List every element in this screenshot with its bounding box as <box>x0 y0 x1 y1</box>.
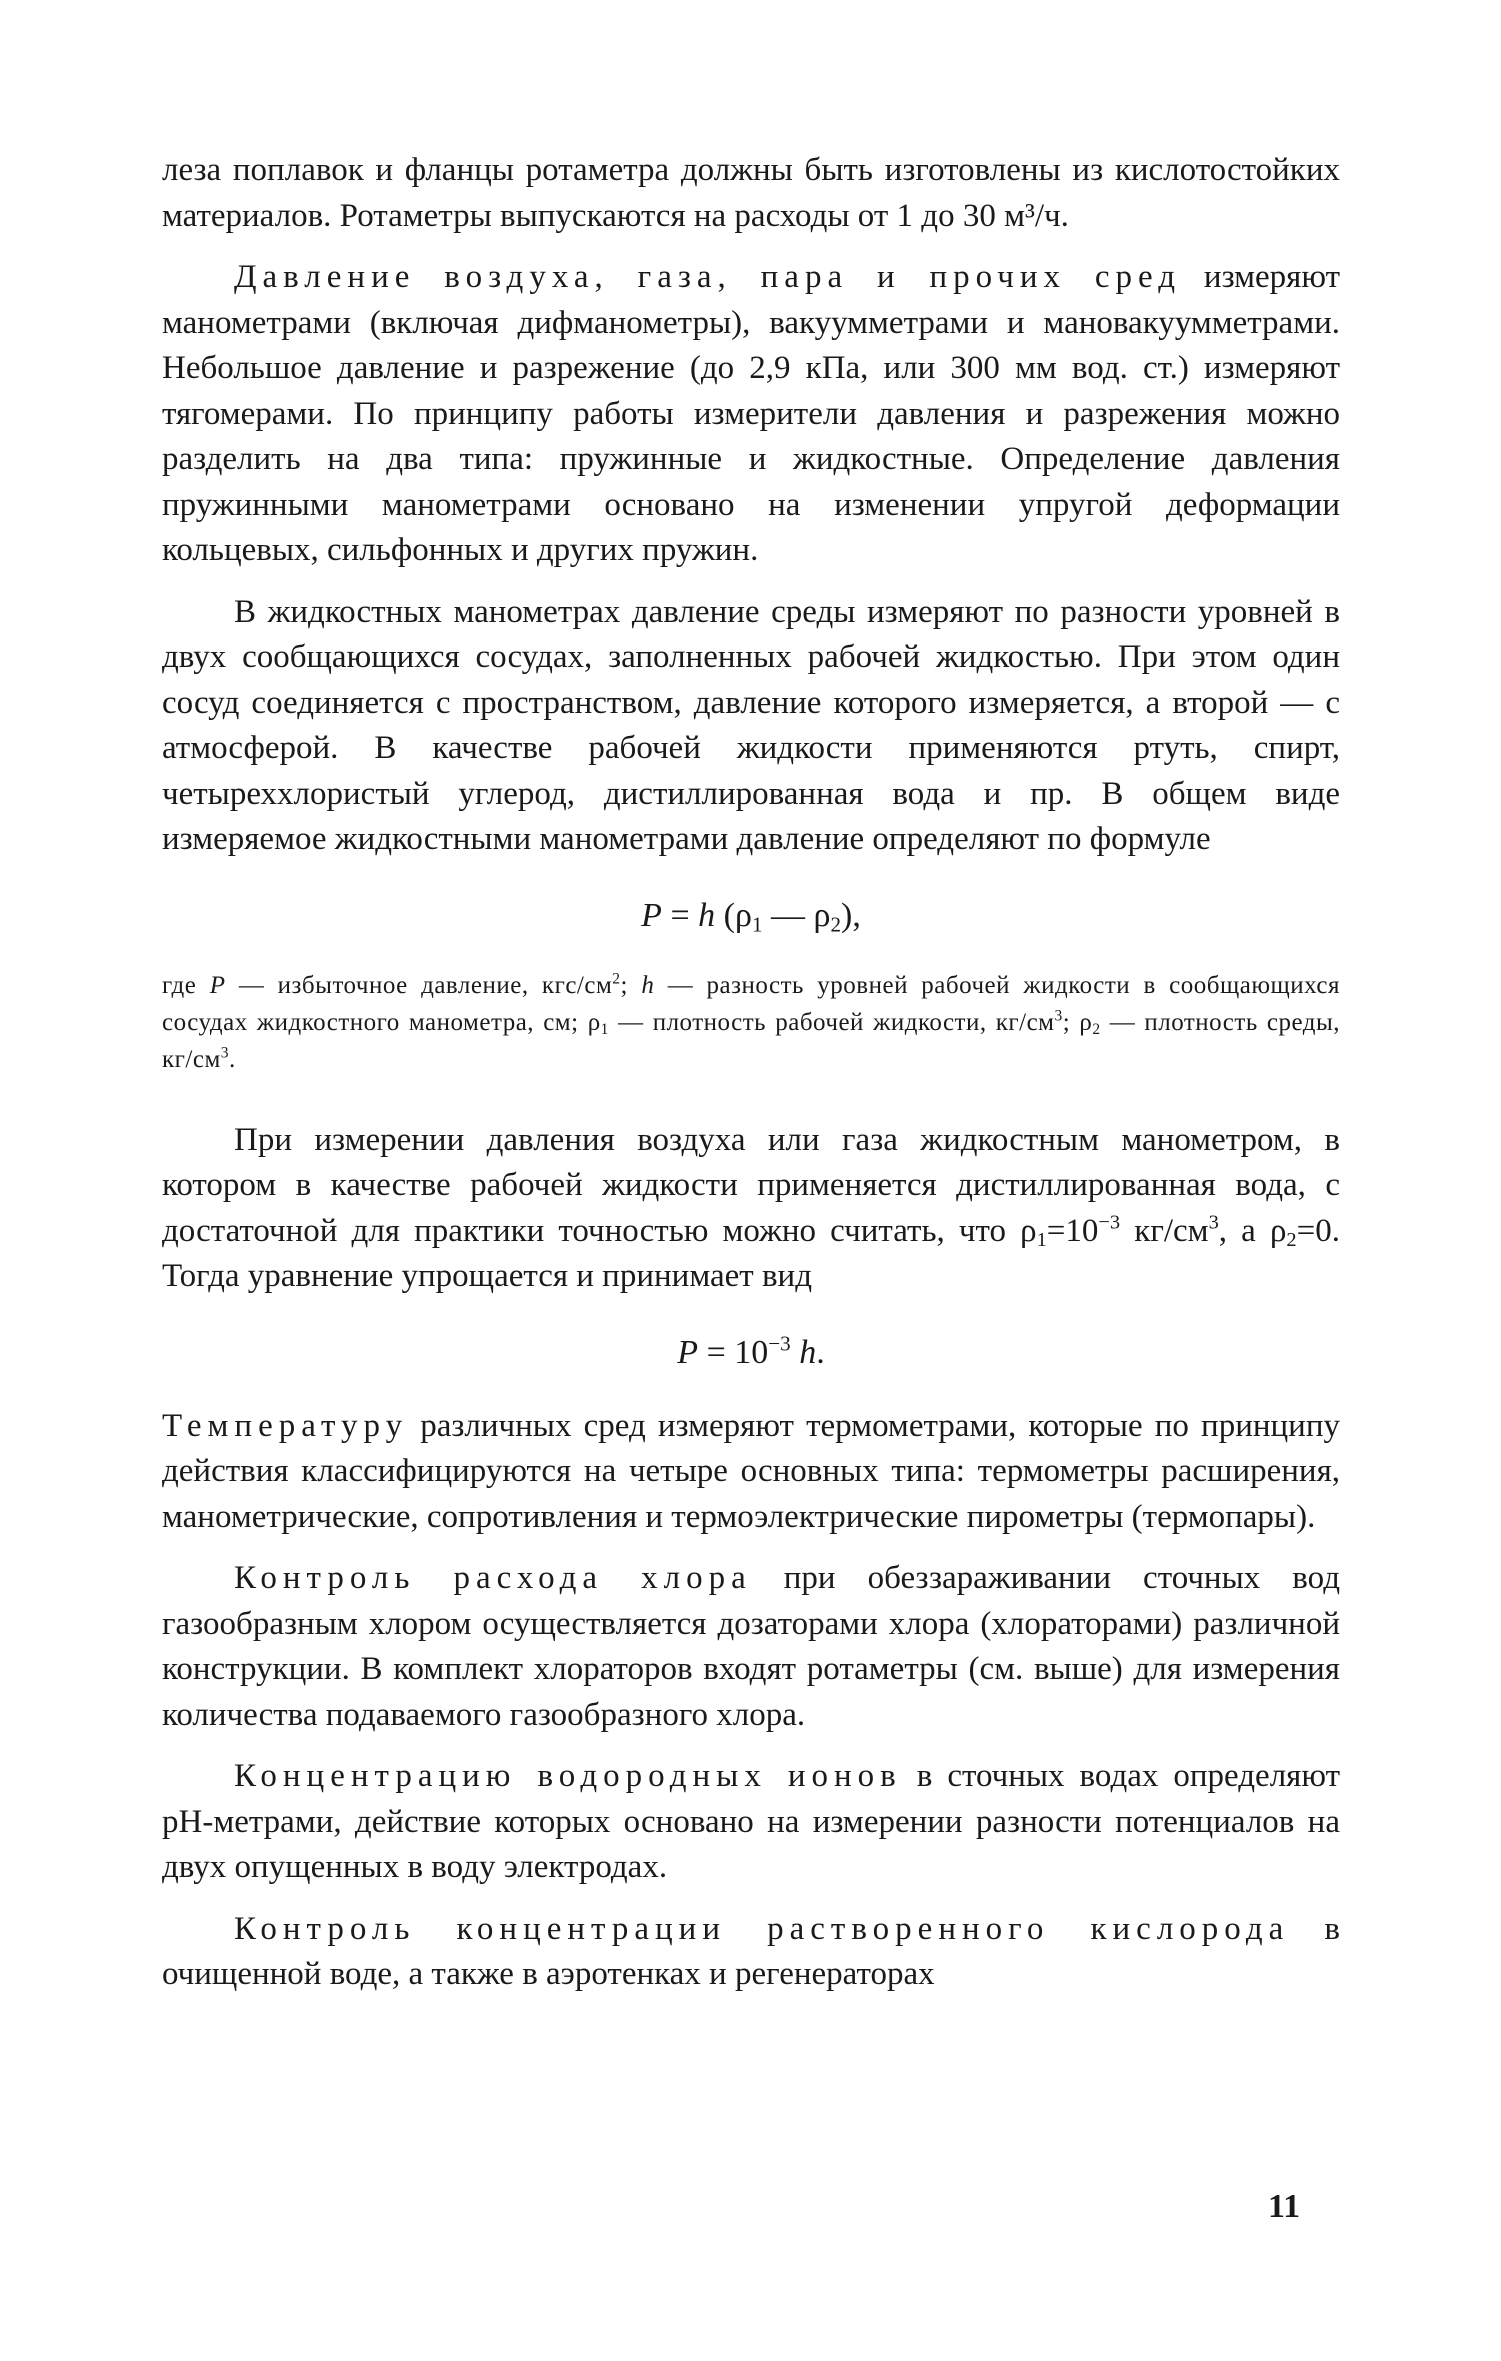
formula-text: (ρ <box>715 896 752 934</box>
inline-value: =10 <box>1046 1212 1099 1249</box>
legend-superscript: 3 <box>1054 1007 1063 1025</box>
formula-text: = <box>661 896 699 934</box>
paragraph-text: При измерении давления воздуха или газа жидкостным манометром, в котором в качестве рабочей жидкости применяется дистиллированная вода, с достаточной для практики точностью можно считать, что <box>162 1121 1340 1249</box>
formula-symbol: h <box>698 896 716 934</box>
formula-text: . <box>816 1333 825 1371</box>
formula-legend <box>162 967 1340 1078</box>
formula-symbol: h <box>799 1333 817 1371</box>
legend-text: . <box>229 1045 236 1073</box>
paragraph-oxygen <box>162 1907 1340 1998</box>
inline-subscript: 2 <box>1286 1228 1297 1251</box>
legend-symbol: h <box>641 971 655 999</box>
legend-subscript: 2 <box>1092 1020 1101 1038</box>
paragraph-text: кг/см <box>1120 1212 1209 1249</box>
paragraph-text: при обеззараживании сточных вод газообразным хлором осуществляется дозаторами хлора (хлораторами) различной конструкции. В комплект хлораторов входят ротаметры (см. выше) для измерения количества подаваемого газообразного хлора. <box>162 1560 1340 1733</box>
spaced-heading-ph: Концентрацию водородных ионов <box>234 1758 902 1794</box>
paragraph-rotameters <box>162 148 1340 239</box>
formula-text: = 10 <box>698 1333 769 1371</box>
spaced-heading-pressure: Давление воздуха, газа, пара и прочих сред <box>234 259 1182 295</box>
spaced-heading-chlorine: Контроль расхода хлора <box>234 1560 752 1596</box>
legend-text: ; ρ <box>1062 1008 1093 1036</box>
inline-superscript: 3 <box>1208 1211 1219 1234</box>
formula-symbol: P <box>641 896 662 934</box>
paragraph-text: , а <box>1218 1212 1270 1249</box>
paragraph-liquid-manometers <box>162 590 1340 863</box>
formula-symbol: P <box>677 1333 699 1371</box>
paragraph-ph <box>162 1754 1340 1891</box>
legend-text: ; <box>620 971 642 999</box>
page-text <box>162 148 1340 1998</box>
formula-subscript: 2 <box>830 911 841 936</box>
inline-subscript: 1 <box>1036 1228 1047 1251</box>
inline-superscript: −3 <box>1098 1211 1121 1234</box>
paragraph-text: различных сред измеряют термометрами, которые по принципу действия классифицируются на четыре основных типа: термометры расширения, манометрические, сопротивления и термоэлектрические пирометры (термопары). <box>162 1407 1340 1535</box>
paragraph-text: в сточных водах определяют рН-метрами, действие которых основано на измерении разности потенциалов на двух опущенных в воду электродах. <box>162 1758 1340 1885</box>
paragraph-distilled-water <box>162 1118 1340 1300</box>
inline-symbol: ρ <box>1020 1212 1037 1249</box>
formula-text: ), <box>841 896 861 934</box>
legend-text: — избыточное давление, кгс/см <box>225 971 613 999</box>
paragraph-text: измеряют манометрами (включая дифманометры), вакуумметрами и мановакуумметрами. Небольшое давление и разрежение (до 2,9 кПа, или 300 мм вод. ст.) измеряют тягомерами. По принципу работы измерители давления и разрежения можно разделить на два типа: пружинные и жидкостные. Определение давления пружинными манометрами основано на изменении упругой деформации кольцевых, сильфонных и других пружин. <box>162 259 1341 568</box>
paragraph-pressure <box>162 255 1340 574</box>
formula-simplified <box>162 1330 1340 1376</box>
formula-subscript: 1 <box>751 911 763 936</box>
legend-superscript: 2 <box>612 970 621 988</box>
legend-subscript: 1 <box>600 1020 609 1038</box>
paragraph-text: леза поплавок и фланцы ротаметра должны быть изготовлены из кислотостойких материалов. Ротаметры выпускаются на расходы от 1 до 30 м³/ч. <box>162 152 1340 234</box>
legend-superscript: 3 <box>220 1044 230 1062</box>
legend-text: — плотность среды, кг/см <box>162 1008 1340 1073</box>
paragraph-text: . Тогда уравнение упрощается и принимает вид <box>162 1212 1340 1294</box>
legend-text: — разность уровней рабочей жидкости в сообщающихся сосудах жидкостного манометра, см; ρ <box>162 971 1340 1036</box>
legend-text: где <box>162 971 210 999</box>
spaced-heading-oxygen: Контроль концентрации растворенного кислорода <box>234 1910 1290 1947</box>
paragraph-text: В жидкостных манометрах давление среды измеряют по разности уровней в двух сообщающихся сосудах, заполненных рабочей жидкостью. При этом один сосуд соединяется с пространством, давление которого измеряется, а второй — с атмосферой. В качестве рабочей жидкости применяются ртуть, спирт, четыреххлористый углерод, дистиллированная вода и пр. В общем виде измеряемое жидкостными манометрами давление определяют по формуле <box>162 593 1340 857</box>
spaced-heading-temperature: Температуру <box>162 1407 409 1444</box>
formula-superscript: −3 <box>768 1330 791 1355</box>
legend-symbol: P <box>209 971 226 999</box>
paragraph-text: в очищенной воде, а также в аэротенках и регенераторах <box>162 1910 1340 1992</box>
formula-text: — ρ <box>762 896 831 934</box>
inline-value: =0 <box>1296 1212 1332 1249</box>
paragraph-chlorine <box>162 1556 1340 1738</box>
formula-pressure <box>162 893 1340 939</box>
paragraph-temperature <box>162 1404 1340 1541</box>
legend-text: — плотность рабочей жидкости, кг/см <box>608 1008 1055 1036</box>
inline-symbol: ρ <box>1269 1212 1287 1249</box>
page-number: 11 <box>1268 2188 1301 2225</box>
